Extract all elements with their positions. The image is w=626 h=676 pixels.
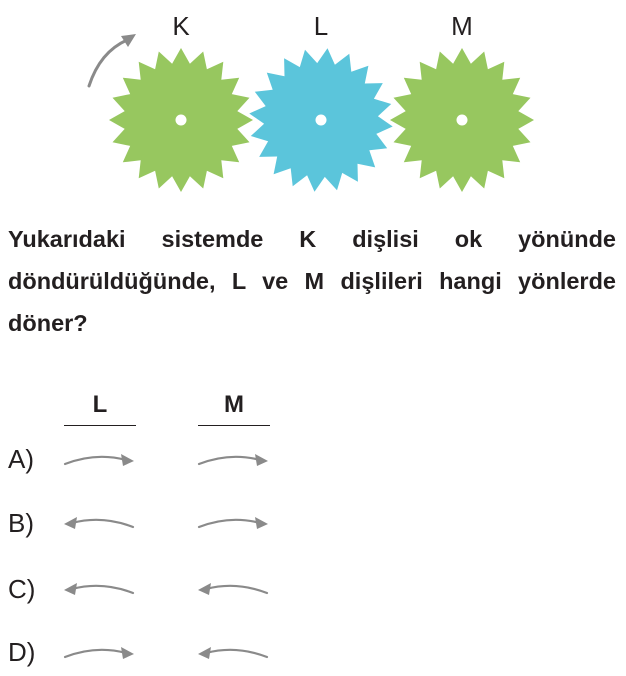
gear-k-hub	[176, 115, 187, 126]
gear-l	[249, 48, 392, 191]
gear-figure	[0, 0, 626, 200]
option-a-l-arrow-icon	[62, 449, 136, 471]
arrow-shaft	[206, 650, 267, 657]
arrow-head	[255, 454, 268, 466]
option-d-m-arrow-icon	[196, 642, 270, 664]
column-underline-m	[198, 425, 270, 426]
gear-k-label: K	[172, 11, 190, 41]
arrow-shaft	[199, 520, 260, 527]
column-header-m: M	[224, 391, 244, 418]
option-d-l-arrow-icon	[62, 642, 136, 664]
arrow-shaft	[206, 586, 267, 593]
arrow-head	[198, 647, 211, 659]
option-c-label: C)	[8, 574, 36, 604]
arrow-head	[64, 583, 77, 595]
arrow-shaft	[72, 520, 133, 527]
column-header-l: L	[92, 391, 108, 418]
gear-m-hub	[457, 115, 468, 126]
arrow-head	[64, 517, 77, 529]
option-a-label: A)	[8, 444, 34, 474]
arrow-head	[198, 583, 211, 595]
option-b-l-arrow-icon	[62, 512, 136, 534]
arrow-shaft	[199, 457, 260, 464]
gear-m-label: M	[451, 11, 473, 41]
arrow-head	[121, 647, 134, 659]
arrow-shaft	[72, 586, 133, 593]
arrow-shaft	[65, 650, 126, 657]
option-c-l-arrow-icon	[62, 578, 136, 600]
arrow-head	[121, 454, 134, 466]
gear-l-label: L	[313, 11, 329, 41]
gear-m	[390, 48, 534, 192]
option-b-label: B)	[8, 508, 34, 538]
arrow-shaft	[65, 457, 126, 464]
option-b-m-arrow-icon	[196, 512, 270, 534]
arrow-head	[255, 517, 268, 529]
gear-l-hub	[316, 115, 327, 126]
option-d-label: D)	[8, 637, 36, 667]
column-underline-l	[64, 425, 136, 426]
question-text: Yukarıdaki sistemde K dişlisi ok yönünde döndürüldüğünde, L ve M dişlileri hangi yönlerde döner?	[8, 226, 616, 336]
option-c-m-arrow-icon	[196, 578, 270, 600]
option-a-m-arrow-icon	[196, 449, 270, 471]
curved-arrow-icon	[89, 34, 136, 86]
gear-k	[109, 48, 253, 192]
